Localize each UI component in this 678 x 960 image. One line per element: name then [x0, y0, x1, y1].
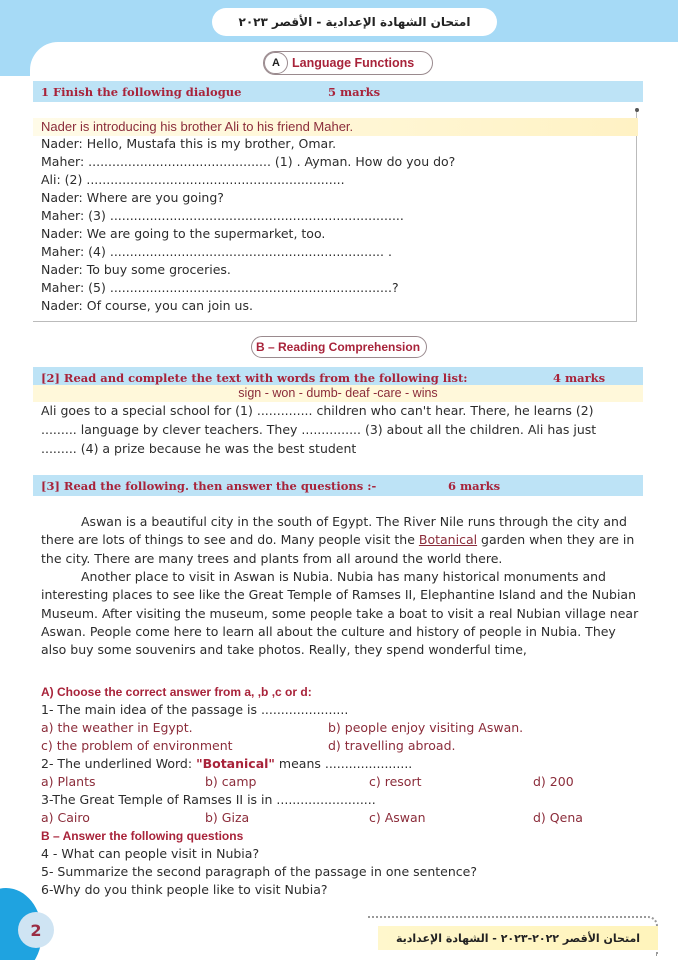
question-1-marks: 5 marks [328, 84, 381, 99]
question-3-marks: 6 marks [448, 478, 501, 493]
highlighted-word: "Botanical" [196, 756, 275, 771]
footer-label: امتحان الأقصر ٢٠٢٢-٢٠٢٣ - الشهادة الإعدادية [378, 926, 658, 950]
box-corner-dot [635, 108, 639, 112]
section-a-heading [263, 51, 433, 75]
page-number: 2 [18, 912, 54, 948]
mcq-option[interactable]: d) 200 [533, 774, 574, 789]
dialogue-line: Nader: Of course, you can join us. [41, 298, 253, 313]
dialogue-line: Nader: Hello, Mustafa this is my brother, Omar. [41, 136, 337, 151]
underlined-word: Botanical [418, 532, 478, 548]
question-3-title: [3] Read the following. then answer the questions :- [41, 478, 377, 493]
section-a-badge: A [264, 52, 288, 74]
question-3-heading [33, 475, 643, 496]
mcq-option[interactable]: d) travelling abroad. [328, 738, 456, 753]
mcq-question: 3-The Great Temple of Ramses II is in ......................... [41, 792, 376, 807]
gap-fill-line: ......... (4) a prize because he was the best student [41, 441, 357, 456]
dialogue-intro: Nader is introducing his brother Ali to his friend Maher. [41, 119, 354, 134]
dialogue-line: Maher: (3) .......................................................................... [41, 208, 404, 223]
question-1-title: 1 Finish the following dialogue [41, 84, 242, 99]
mcq-option[interactable]: d) Qena [533, 810, 583, 825]
mcq-option[interactable]: a) the weather in Egypt. [41, 720, 193, 735]
question-2-title: [2] Read and complete the text with words from the following list: [41, 370, 468, 385]
mcq-option[interactable]: c) resort [369, 774, 422, 789]
gap-fill-line: Ali goes to a special school for (1) .............. children who can't hear. There, he learns (2) [41, 403, 594, 418]
question-1-heading [33, 81, 643, 102]
part-b-heading: B – Answer the following questions [41, 829, 244, 843]
word-list: sign - won - dumb- deaf -care - wins [238, 386, 438, 400]
dialogue-line: Maher: (5) .......................................................................? [41, 280, 399, 295]
section-b-heading: B – Reading Comprehension [251, 336, 427, 358]
mcq-question: 2- The underlined Word: "Botanical" means ...................... [41, 756, 413, 771]
part-a-heading: A) Choose the correct answer from a, ,b ,c or d: [41, 685, 312, 699]
mcq-option[interactable]: c) the problem of environment [41, 738, 233, 753]
dialogue-line: Maher: .............................................. (1) . Ayman. How do you do? [41, 154, 456, 169]
mcq-option[interactable]: b) Giza [205, 810, 250, 825]
passage-paragraph-2: Another place to visit in Aswan is Nubia. Nubia has many historical monuments and interesting places to see like the Great Temple of Ramses II, Elephantine Island and the Nubian Museum. After visiting the museum, some people take a boat to visit a real Nubian village near Aswan. People come here to learn all about the culture and history of people in Nubia. They also buy some souvenirs and take photos. Really, they spend wonderful time, [41, 569, 639, 658]
open-question: 6-Why do you think people like to visit Nubia? [41, 882, 328, 897]
open-question: 5- Summarize the second paragraph of the passage in one sentence? [41, 864, 477, 879]
dialogue-line: Ali: (2) ................................................................. [41, 172, 345, 187]
dialogue-line: Nader: To buy some groceries. [41, 262, 231, 277]
question-2-marks: 4 marks [553, 370, 606, 385]
mcq-option[interactable]: c) Aswan [369, 810, 426, 825]
exam-title: امتحان الشهادة الإعدادية - الأقصر ٢٠٢٣ [212, 8, 497, 36]
mcq-option[interactable]: a) Plants [41, 774, 96, 789]
mcq-option[interactable]: b) camp [205, 774, 257, 789]
dialogue-line: Maher: (4) ..................................................................... . [41, 244, 392, 259]
mcq-option[interactable]: b) people enjoy visiting Aswan. [328, 720, 524, 735]
mcq-option[interactable]: a) Cairo [41, 810, 90, 825]
passage-paragraph-1: Aswan is a beautiful city in the south of Egypt. The River Nile runs through the city and there are lots of things to see and do. Many people visit the Botanical garden when they are in the city. There are many trees and plants from all around the world there. [41, 514, 635, 566]
dialogue-line: Nader: We are going to the supermarket, too. [41, 226, 326, 241]
section-a-title: Language Functions [292, 56, 415, 70]
open-question: 4 - What can people visit in Nubia? [41, 846, 260, 861]
gap-fill-line: ......... language by clever teachers. They ............... (3) about all the children. Ali has just [41, 422, 597, 437]
dialogue-line: Nader: Where are you going? [41, 190, 224, 205]
mcq-question: 1- The main idea of the passage is ...................... [41, 702, 349, 717]
